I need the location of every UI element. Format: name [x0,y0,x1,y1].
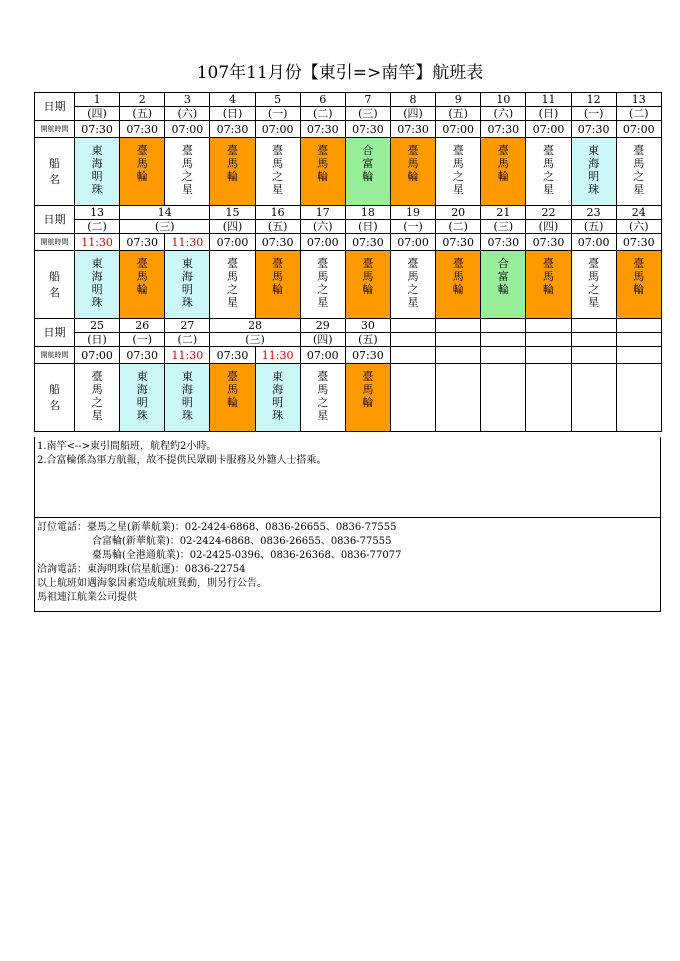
date-cell: 26 [120,319,165,333]
ship-cell [210,364,255,432]
ship-name: 臺馬之星 [452,144,464,196]
weekday-cell: (日) [526,107,571,121]
ship-label-text: 船名 [49,156,60,186]
ship-cell [300,364,345,432]
weekday-cell: (日) [345,220,390,234]
weekday-cell: (三) [481,220,526,234]
date-cell: 21 [481,206,526,220]
ship-row [35,251,662,319]
ship-cell [210,138,255,206]
departure-time-cell: 07:30 [120,234,165,251]
contact-info [37,521,401,605]
weekday-cell: (二) [616,107,661,121]
departure-time-cell: 07:30 [616,234,661,251]
notes-section [34,437,661,612]
date-cell: 29 [300,319,345,333]
date-cell: 17 [300,206,345,220]
page-title: 107年11月份【東引=>南竿】航班表 [196,63,484,83]
ship-cell [165,251,210,319]
departure-time-cell: 07:00 [300,234,345,251]
weekday-cell: (一) [571,107,616,121]
date-cell [526,319,571,333]
ship-name: 臺馬之星 [181,144,193,196]
ship-name: 臺馬之星 [317,257,329,309]
departure-time-cell [481,347,526,364]
date-cell: 7 [345,93,390,107]
weekday-cell: (日) [75,333,120,347]
date-cell: 4 [210,93,255,107]
date-cell: 11 [526,93,571,107]
date-label: 日期 [35,206,75,234]
ship-cell [165,138,210,206]
departure-time-cell: 07:30 [255,234,300,251]
ship-cell [120,138,165,206]
date-label: 日期 [35,93,75,121]
ship-cell [571,364,616,432]
departure-time-cell: 07:00 [526,121,571,138]
ship-cell [165,364,210,432]
date-cell: 6 [300,93,345,107]
ship-name: 臺馬之星 [588,257,600,309]
date-cell: 19 [390,206,435,220]
departure-time-cell: 07:30 [481,121,526,138]
ship-cell [526,138,571,206]
weekday-cell: (二) [436,220,481,234]
ship-name: 東海明珠 [272,370,284,422]
weekday-cell: (一) [390,220,435,234]
ship-cell [255,364,300,432]
weekday-cell: (五) [345,333,390,347]
departure-time-cell [571,347,616,364]
departure-time-cell: 07:00 [571,234,616,251]
ship-name: 臺馬之星 [317,370,329,422]
ship-cell [255,138,300,206]
departure-time-cell: 07:30 [345,234,390,251]
ship-cell [75,138,120,206]
ship-cell [436,251,481,319]
ship-cell [75,251,120,319]
date-cell: 20 [436,206,481,220]
date-cell: 24 [616,206,661,220]
date-cell: 25 [75,319,120,333]
ship-name: 合富輪 [497,257,509,296]
weekday-cell: (四) [75,107,120,121]
departure-time-cell: 07:30 [481,234,526,251]
date-cell [616,319,661,333]
date-cell: 30 [345,319,390,333]
date-cell: 18 [345,206,390,220]
weekday-row [35,220,662,234]
weekday-cell [526,333,571,347]
ship-cell [390,364,435,432]
booking-line-3: 臺馬輪(全港通航業)：02-2425-0396、0836-26368、0836-77077 [92,550,402,561]
weekday-cell: (三) [120,220,210,234]
ship-cell [481,364,526,432]
weekday-cell: (二) [165,333,210,347]
departure-time-cell: 07:00 [210,234,255,251]
departure-time-cell: 07:30 [436,234,481,251]
departure-time-cell: 07:30 [571,121,616,138]
weekday-cell: (二) [300,107,345,121]
date-label: 日期 [35,319,75,347]
departure-time-cell: 07:30 [390,121,435,138]
date-cell [481,319,526,333]
weekday-row [35,333,662,347]
date-cell: 10 [481,93,526,107]
weekday-cell: (六) [616,220,661,234]
departure-time-cell: 07:00 [436,121,481,138]
departure-time-cell: 11:30 [75,234,120,251]
departure-time-label: 開航時間 [35,234,75,251]
date-cell: 5 [255,93,300,107]
departure-time-cell: 07:30 [300,121,345,138]
ship-label [35,364,75,432]
weekday-cell: (六) [481,107,526,121]
departure-time-cell: 07:00 [300,347,345,364]
date-cell [390,319,435,333]
date-cell: 28 [210,319,300,333]
date-cell: 14 [120,206,210,220]
ship-cell [255,251,300,319]
note-2: 2.合富輪係為軍方航報，故不提供民眾刷卡服務及外籍人士搭乘。 [37,455,327,466]
ship-name: 臺馬輪 [226,144,238,183]
date-cell: 2 [120,93,165,107]
weekday-cell: (三) [210,333,300,347]
ship-name: 合富輪 [362,144,374,183]
departure-time-cell: 07:30 [210,121,255,138]
ship-cell [481,251,526,319]
departure-time-cell: 07:30 [345,347,390,364]
weekday-cell [390,333,435,347]
departure-time-cell: 07:30 [120,121,165,138]
weekday-cell [571,333,616,347]
ship-name: 臺馬之星 [226,257,238,309]
note-1: 1.南竿<-->東引間船班，航程約2小時。 [37,441,217,452]
date-cell: 23 [571,206,616,220]
weekday-cell: (五) [120,107,165,121]
ship-name: 臺馬輪 [407,144,419,183]
departure-time-cell [390,347,435,364]
ship-name: 臺馬之星 [407,257,419,309]
date-cell: 9 [436,93,481,107]
date-row [35,319,662,333]
departure-time-row [35,121,662,138]
ship-cell [345,138,390,206]
ship-cell [616,251,661,319]
weekday-row [35,107,662,121]
weekday-cell: (四) [300,333,345,347]
ship-cell [390,138,435,206]
weekday-cell [436,333,481,347]
departure-time-cell: 07:30 [345,121,390,138]
date-cell: 16 [255,206,300,220]
ship-row [35,364,662,432]
weekday-cell: (一) [120,333,165,347]
ship-cell [526,364,571,432]
weekday-cell: (五) [571,220,616,234]
departure-time-cell: 07:30 [75,121,120,138]
ship-name: 東海明珠 [91,144,103,196]
departure-time-cell [526,347,571,364]
weekday-cell: (六) [300,220,345,234]
notes-divider [35,517,660,518]
ship-name: 臺馬輪 [497,144,509,183]
ship-cell [120,364,165,432]
departure-time-cell: 11:30 [165,234,210,251]
weekday-cell: (二) [75,220,120,234]
date-cell: 13 [616,93,661,107]
ship-cell [390,251,435,319]
ship-cell [300,138,345,206]
date-cell: 8 [390,93,435,107]
date-cell: 3 [165,93,210,107]
ship-name: 臺馬輪 [633,257,645,296]
departure-time-cell [616,347,661,364]
departure-time-cell: 07:00 [255,121,300,138]
ship-name: 臺馬輪 [362,257,374,296]
ship-cell [300,251,345,319]
ship-cell [571,251,616,319]
ship-cell [436,364,481,432]
ship-name: 臺馬之星 [91,370,103,422]
ship-label [35,251,75,319]
notice-line: 以上航班如遇海象因素造成航班異動，則另行公告。 [37,578,267,589]
departure-time-row [35,347,662,364]
ship-label-text: 船名 [49,382,60,412]
ship-cell [436,138,481,206]
date-cell: 1 [75,93,120,107]
ship-cell [120,251,165,319]
departure-time-cell: 11:30 [165,347,210,364]
date-cell [571,319,616,333]
departure-time-cell: 11:30 [255,347,300,364]
ship-cell [481,138,526,206]
ship-label [35,138,75,206]
date-row [35,206,662,220]
weekday-cell: (四) [210,220,255,234]
ship-cell [526,251,571,319]
departure-time-cell: 07:30 [210,347,255,364]
ship-name: 東海明珠 [181,370,193,422]
ship-cell [616,364,661,432]
ship-cell [616,138,661,206]
departure-time-cell: 07:00 [390,234,435,251]
weekday-cell: (三) [345,107,390,121]
departure-time-cell: 07:00 [616,121,661,138]
ship-name: 臺馬輪 [136,257,148,296]
departure-time-cell [436,347,481,364]
departure-time-label: 開航時間 [35,121,75,138]
weekday-cell [616,333,661,347]
ship-name: 臺馬輪 [542,257,554,296]
ship-name: 臺馬輪 [226,370,238,409]
weekday-cell: (四) [526,220,571,234]
ship-cell [571,138,616,206]
date-cell: 15 [210,206,255,220]
date-cell: 13 [75,206,120,220]
ship-name: 東海明珠 [181,257,193,309]
departure-time-row [35,234,662,251]
weekday-cell: (五) [255,220,300,234]
departure-time-cell: 07:30 [526,234,571,251]
ship-cell [75,364,120,432]
weekday-cell: (日) [210,107,255,121]
departure-time-cell: 07:00 [165,121,210,138]
weekday-cell: (一) [255,107,300,121]
weekday-cell [481,333,526,347]
ship-name: 東海明珠 [91,257,103,309]
ship-cell [345,364,390,432]
weekday-cell: (六) [165,107,210,121]
booking-line-2: 合富輪(新華航業)：02-2424-6868、0836-26655、0836-77555 [92,536,392,547]
ship-name: 臺馬輪 [362,370,374,409]
date-cell [436,319,481,333]
ship-name: 臺馬之星 [633,144,645,196]
booking-label: 訂位電話： [37,522,87,533]
departure-time-cell: 07:00 [75,347,120,364]
departure-time-cell: 07:30 [120,347,165,364]
weekday-cell: (五) [436,107,481,121]
ship-name: 臺馬輪 [272,257,284,296]
inquiry-line: 洽詢電話：東海明珠(信星航運)：0836-22754 [37,564,246,575]
date-cell: 12 [571,93,616,107]
ship-name: 臺馬之星 [272,144,284,196]
ship-name: 臺馬輪 [317,144,329,183]
ship-row [35,138,662,206]
departure-time-label: 開航時間 [35,347,75,364]
ship-cell [345,251,390,319]
ship-name: 東海明珠 [136,370,148,422]
schedule-table [34,92,662,432]
ship-name: 臺馬輪 [136,144,148,183]
ship-name: 臺馬之星 [542,144,554,196]
ship-cell [210,251,255,319]
booking-line-1: 臺馬之星(新華航業)：02-2424-6868、0836-26655、0836-77555 [87,522,397,533]
ship-name: 東海明珠 [588,144,600,196]
date-cell: 27 [165,319,210,333]
date-cell: 22 [526,206,571,220]
weekday-cell: (四) [390,107,435,121]
ship-name: 臺馬輪 [452,257,464,296]
ship-label-text: 船名 [49,269,60,299]
date-row [35,93,662,107]
provider-line: 馬祖連江航業公司提供 [37,592,137,603]
